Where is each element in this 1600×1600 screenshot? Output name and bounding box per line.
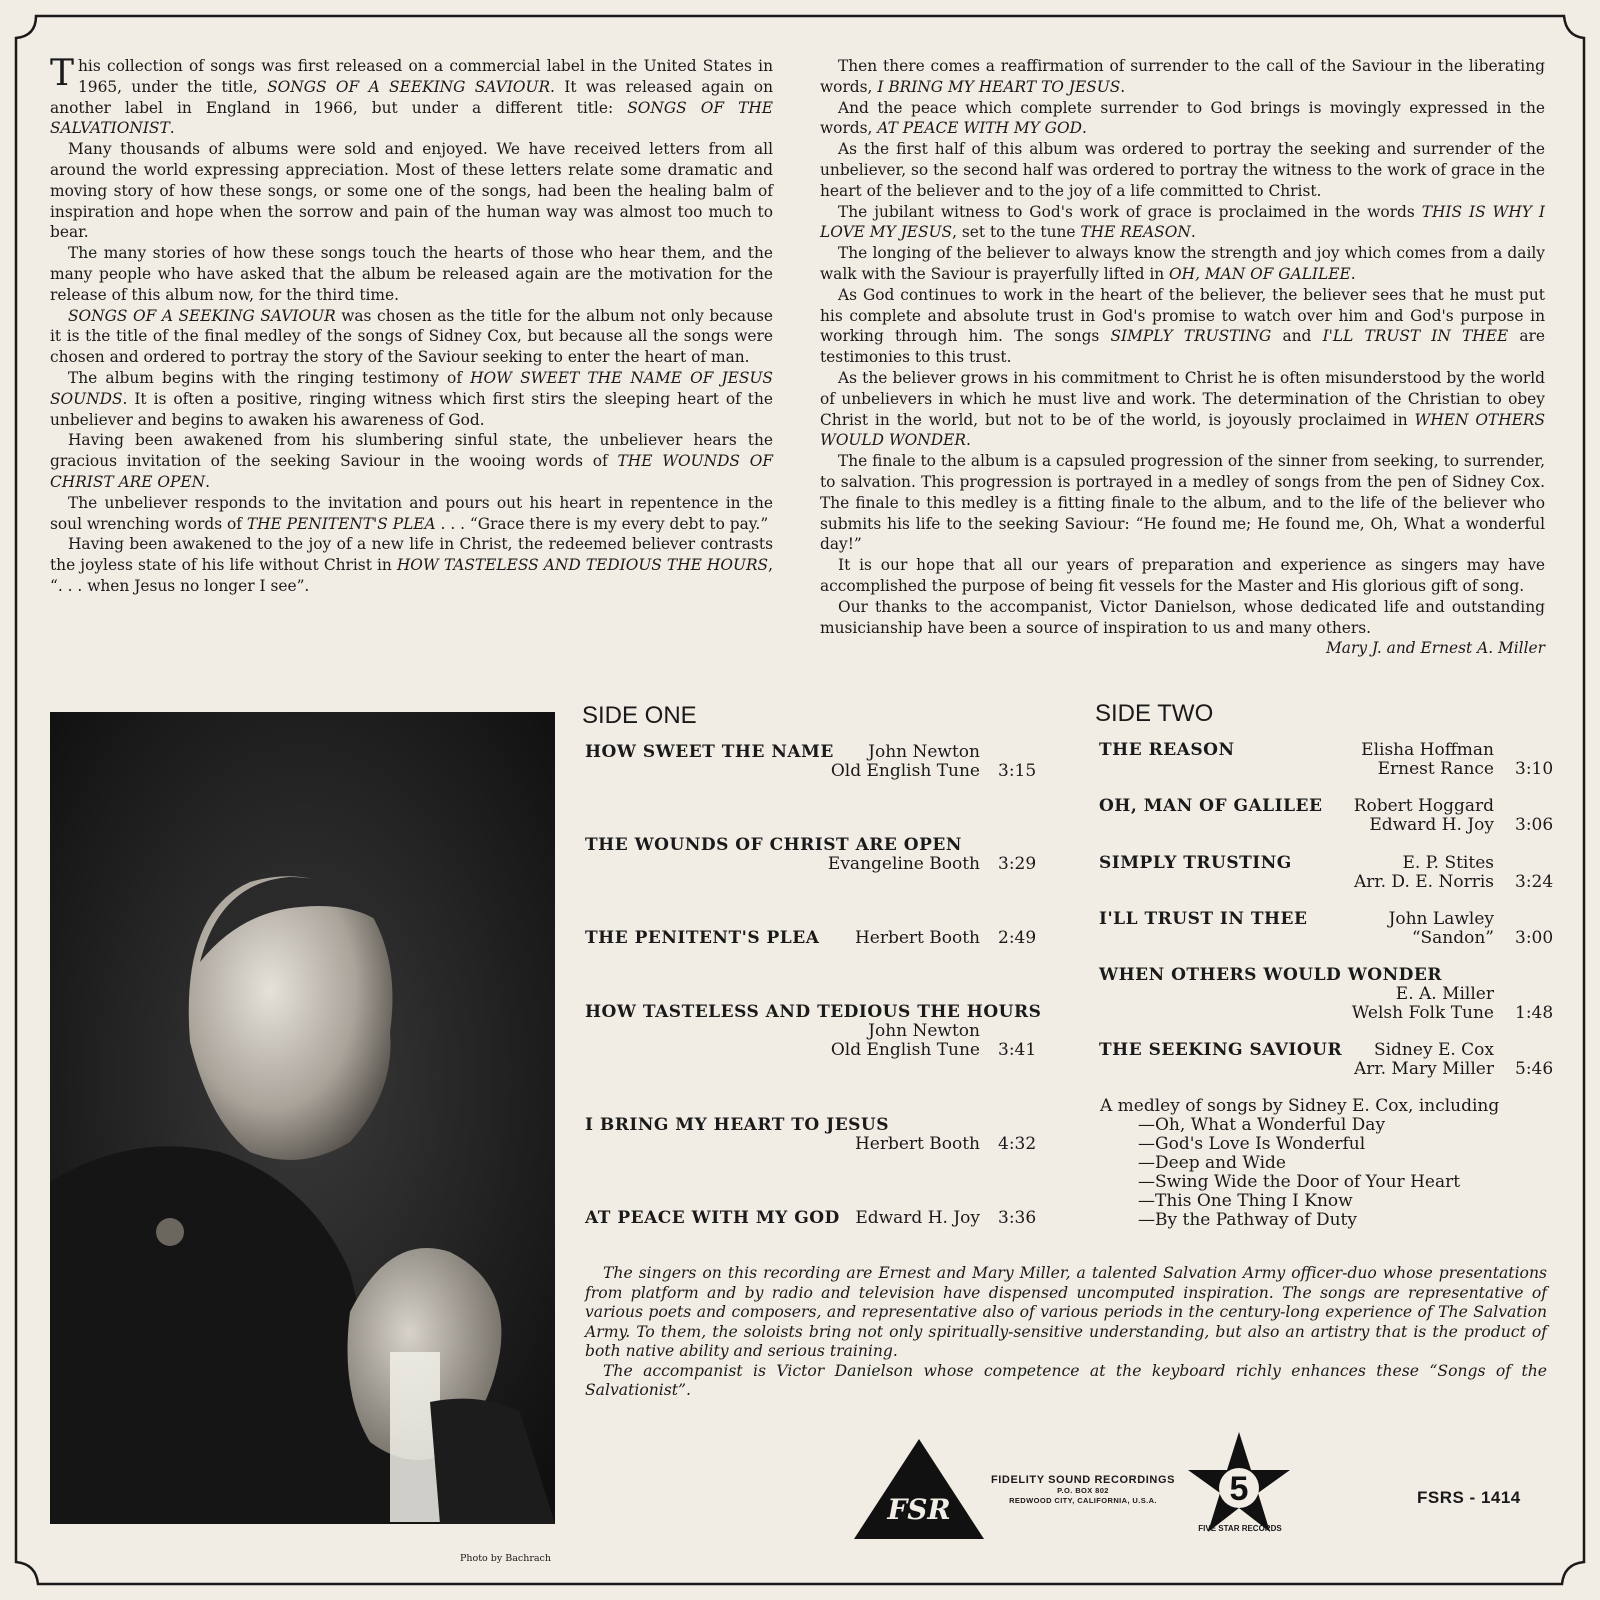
medley-list <box>1100 1097 1499 1230</box>
intro-right-paragraph: The finale to the album is a capsuled progression of the sinner from seeking, to surrender, to salvation. This progression is portrayed in a medley of songs from the pen of Sidney Cox. The finale to this medley is a fitting finale to the album, and to the life of the believer who submits his life to the seeking Saviour: “He found me; He found me, Oh, What a wonderful day!” <box>820 452 1545 554</box>
track-author: Robert Hoggard <box>1353 796 1494 816</box>
track-duration: 3:24 <box>1515 872 1554 892</box>
track-title: AT PEACE WITH MY GOD <box>585 1208 840 1228</box>
signature: Mary J. and Ernest A. Miller <box>1326 639 1545 658</box>
track-title: HOW SWEET THE NAME <box>585 742 834 762</box>
intro-left-paragraph: Having been awakened from his slumbering sinful state, the unbeliever hears the gracious invitation of the seeking Saviour in the wooing words of THE WOUNDS OF CHRIST ARE OPEN. <box>50 431 773 491</box>
five-star-caption: FIVE STAR RECORDS <box>1198 1524 1282 1533</box>
notes-paragraph: The singers on this recording are Ernest and Mary Miller, a talented Salvation Army officer-duo whose presentations from platform and by radio and television have dispensed uncomputed inspiration. The songs are representative of various poets and composers, and representative also of various periods in the century-long experience of The Salvation Army. To them, the soloists bring not only spiritually-sensitive understanding, but also an artistry that is the product of both native ability and serious training. <box>585 1264 1547 1360</box>
track-title: THE WOUNDS OF CHRIST ARE OPEN <box>585 835 962 855</box>
catalog-number: FSRS - 1414 <box>1417 1488 1521 1507</box>
track-duration: 3:10 <box>1515 759 1554 779</box>
track-composer: Arr. Mary Miller <box>1353 1059 1494 1079</box>
track-composer: Herbert Booth <box>854 928 980 948</box>
track-title: I BRING MY HEART TO JESUS <box>585 1115 890 1135</box>
intro-right-body <box>820 56 1545 638</box>
medley-item: —This One Thing I Know <box>1138 1191 1353 1211</box>
track-duration: 3:00 <box>1515 928 1554 948</box>
medley-item: —By the Pathway of Duty <box>1138 1210 1357 1230</box>
track-author: E. A. Miller <box>1395 984 1494 1004</box>
track-composer: Arr. D. E. Norris <box>1353 872 1494 892</box>
track-duration: 1:48 <box>1515 1003 1554 1023</box>
intro-right-paragraph: It is our hope that all our years of preparation and experience as singers may have accomplished the purpose of being fit vessels for the Master and His glorious gift of song. <box>820 556 1545 595</box>
track-title: OH, MAN OF GALILEE <box>1099 796 1323 816</box>
side-two-heading: SIDE TWO <box>1095 700 1214 727</box>
intro-left-paragraph: This collection of songs was first released on a commercial label in the United States in 1965, under the title, SONGS OF A SEEKING SAVIOUR. It was released again on another label in England in 1966, but under a different title: SONGS OF THE SALVATIONIST. <box>50 53 773 138</box>
intro-right-paragraph: And the peace which complete surrender to God brings is movingly expressed in the words, AT PEACE WITH MY GOD. <box>820 98 1545 138</box>
medley-item: —Oh, What a Wonderful Day <box>1138 1115 1386 1135</box>
star-number: 5 <box>1229 1470 1249 1508</box>
intro-left-paragraph: The unbeliever responds to the invitation and pours out his heart in repentence in the soul wrenching words of THE PENITENT'S PLEA . . . “Grace there is my every debt to pay.” <box>50 493 773 533</box>
track-title: THE PENITENT'S PLEA <box>585 928 820 948</box>
medley-item: —Deep and Wide <box>1138 1153 1286 1173</box>
label-name: FIDELITY SOUND RECORDINGS <box>990 1474 1176 1486</box>
intro-right-paragraph: As the first half of this album was ordered to portray the seeking and surrender of the unbeliever, so the second half was ordered to portray the witness to the work of grace in the heart of the believer and to the joy of a life committed to Christ. <box>820 140 1545 200</box>
track-duration: 3:15 <box>998 761 1037 781</box>
track-duration: 3:29 <box>998 854 1037 874</box>
medley-item: —Swing Wide the Door of Your Heart <box>1138 1172 1461 1192</box>
intro-right-paragraph: The longing of the believer to always know the strength and joy which comes from a daily walk with the Saviour is prayerfully lifted in OH, MAN OF GALILEE. <box>820 244 1545 283</box>
liner-notes <box>585 1264 1547 1401</box>
track-author: John Newton <box>868 1021 980 1041</box>
intro-right-paragraph: As the believer grows in his commitment to Christ he is often misunderstood by the world of unbelievers in which he must live and work. The determination of the Christian to obey Christ in the world, but not to be of the world, is joyously proclaimed in WHEN OTHERS WOULD WONDER. <box>820 368 1545 450</box>
track-title: THE SEEKING SAVIOUR <box>1099 1040 1343 1060</box>
track-title: THE REASON <box>1099 740 1235 760</box>
notes-paragraph: The accompanist is Victor Danielson whose competence at the keyboard richly enhances these “Songs of the Salvationist”. <box>585 1361 1547 1399</box>
label-address-2: REDWOOD CITY, CALIFORNIA, U.S.A. <box>1009 1496 1157 1505</box>
intro-right-column <box>820 56 1545 659</box>
track-composer: “Sandon” <box>1411 928 1494 948</box>
photo-credit: Photo by Bachrach <box>460 1553 551 1564</box>
track-author: Sidney E. Cox <box>1373 1040 1494 1060</box>
track-title: HOW TASTELESS AND TEDIOUS THE HOURS <box>585 1002 1042 1022</box>
track-duration: 3:06 <box>1515 815 1554 835</box>
intro-right-paragraph: As God continues to work in the heart of the believer, the believer sees that he must put his complete and absolute trust in God's promise to watch over him and God's purpose in working through him. The songs SIMPLY TRUSTING and I'LL TRUST IN THEE are testimonies to this trust. <box>820 285 1545 367</box>
track-duration: 3:36 <box>998 1208 1037 1228</box>
intro-right-paragraph: The jubilant witness to God's work of grace is proclaimed in the words THIS IS WHY I LOVE MY JESUS, set to the tune THE REASON. <box>820 202 1545 242</box>
intro-left-paragraph: The many stories of how these songs touch the hearts of those who hear them, and the many people who have asked that the album be released again are the motivation for the release of this album now, for the third time. <box>50 244 773 304</box>
track-composer: Old English Tune <box>830 761 980 781</box>
intro-left-paragraph: The album begins with the ringing testimony of HOW SWEET THE NAME OF JESUS SOUNDS. It is often a positive, ringing witness which first stirs the sleeping heart of the unbeliever and begins to awaken his awareness of God. <box>50 368 773 429</box>
intro-right-paragraph: Our thanks to the accompanist, Victor Danielson, whose dedicated life and outstanding musicianship have been a source of inspiration to us and many others. <box>820 597 1545 637</box>
intro-left-paragraph: Many thousands of albums were sold and enjoyed. We have received letters from all around the world expressing appreciation. Most of these letters relate some dramatic and moving story of how these songs, or some one of the songs, had been the healing balm of inspiration and hope when the sorrow and pain of the human way was almost too much to bear. <box>50 140 773 242</box>
track-author: John Newton <box>868 742 980 762</box>
track-title: SIMPLY TRUSTING <box>1099 853 1292 873</box>
track-duration: 3:41 <box>998 1040 1037 1060</box>
track-composer: Evangeline Booth <box>827 854 980 874</box>
label-address-1: P.O. BOX 802 <box>1057 1486 1109 1495</box>
intro-left-paragraph: SONGS OF A SEEKING SAVIOUR was chosen as the title for the album not only because it is the title of the final medley of the songs of Sidney Cox, but because all the songs were chosen and ordered to portray the story of the Saviour seeking to enter the heart of man. <box>50 306 773 367</box>
track-duration: 5:46 <box>1515 1059 1554 1079</box>
track-author: E. P. Stites <box>1402 853 1494 873</box>
track-composer: Herbert Booth <box>854 1134 980 1154</box>
track-duration: 2:49 <box>998 928 1037 948</box>
track-composer: Ernest Rance <box>1377 759 1494 779</box>
fsr-logo-text: FSR <box>887 1493 951 1526</box>
track-composer: Old English Tune <box>830 1040 980 1060</box>
medley-intro: A medley of songs by Sidney E. Cox, including <box>1100 1096 1500 1116</box>
track-author: John Lawley <box>1388 909 1494 929</box>
track-composer: Edward H. Joy <box>1369 815 1494 835</box>
medley-item: —God's Love Is Wonderful <box>1138 1134 1366 1154</box>
track-title: WHEN OTHERS WOULD WONDER <box>1099 965 1442 985</box>
track-composer: Welsh Folk Tune <box>1351 1003 1494 1023</box>
intro-right-paragraph: Then there comes a reaffirmation of surrender to the call of the Saviour in the liberating words, I BRING MY HEART TO JESUS. <box>820 57 1545 96</box>
track-composer: Edward H. Joy <box>855 1208 980 1228</box>
track-author: Elisha Hoffman <box>1361 740 1494 760</box>
fsr-triangle-logo <box>852 1437 986 1541</box>
intro-left-column <box>50 53 773 597</box>
label-info <box>968 1474 1198 1506</box>
track-duration: 4:32 <box>998 1134 1037 1154</box>
track-title: I'LL TRUST IN THEE <box>1099 909 1308 929</box>
side-one-heading: SIDE ONE <box>582 702 697 729</box>
intro-left-paragraph: Having been awakened to the joy of a new life in Christ, the redeemed believer contrasts the joyless state of his life without Christ in HOW TASTELESS AND TEDIOUS THE HOURS, “. . . when Jesus no longer I see”. <box>50 535 773 595</box>
portrait-photo <box>50 712 555 1524</box>
